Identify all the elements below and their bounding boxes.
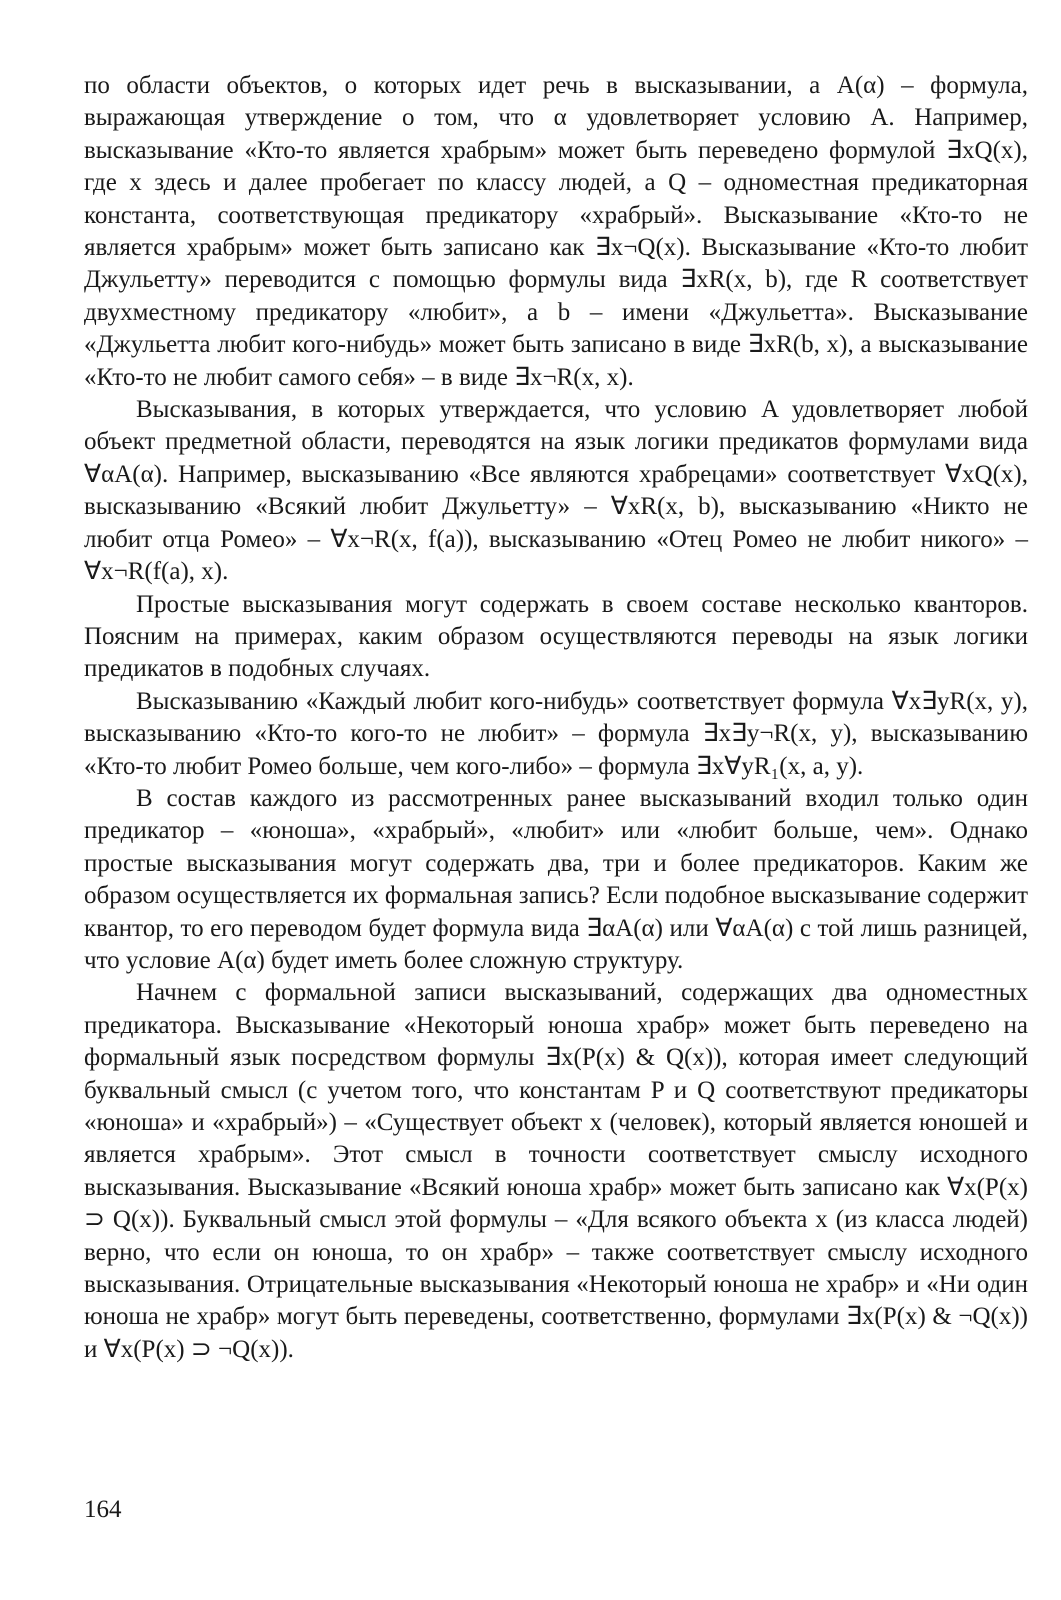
page-number: 164 [84,1496,122,1523]
paragraph-6: Начнем с формальной записи высказываний, содержащих два одноместных предикатора. Высказывание «Некоторый юноша храбр» может быть переведено на формальный язык посредством формулы ∃x(P(x) & Q(x)), которая имеет следующий буквальный смысл (с учетом того, что константам P и Q соответствуют предикаторы «юноша» и «храбрый») – «Существует объект x (человек), который является юношей и является храбрым». Этот смысл в точности соответствует смыслу исходного высказывания. Высказывание «Всякий юноша храбр» может быть записано как ∀x(P(x) ⊃ Q(x)). Буквальный смысл этой формулы – «Для всякого объекта x (из класса людей) верно, что если он юноша, то он храбр» – также соответствует смыслу исходного высказывания. Отрицательные высказывания «Некоторый юноша не храбр» и «Ни один юноша не храбр» могут быть переведены, соответственно, формулами ∃x(P(x) & ¬Q(x)) и ∀x(P(x) ⊃ ¬Q(x)). [84,979,1028,1363]
paragraph-3: Простые высказывания могут содержать в своем составе несколько кванторов. Поясним на примерах, каким образом осуществляются переводы на язык логики предикатов в подобных случаях. [84,590,1028,683]
page-body [84,70,1028,1366]
paragraph-5: В состав каждого из рассмотренных ранее высказываний входил только один предикатор – «юноша», «храбрый», «любит» или «любит больше, чем». Однако простые высказывания могут содержать два, три и более предикаторов. Каким же образом осуществляется их формальная запись? Если подобное высказывание содержит квантор, то его переводом будет формула вида ∃αA(α) или ∀αA(α) с той лишь разницей, что условие A(α) будет иметь более сложную структуру. [84,784,1028,974]
paragraph-4: Высказыванию «Каждый любит кого-нибудь» соответствует формула ∀x∃yR(x, y), высказыванию «Кто-то кого-то не любит» – формула ∃x∃y¬R(x, y), высказыванию «Кто-то любит Ромео больше, чем кого-либо» – формула ∃x∀yR₁(x, a, y). [84,687,1028,780]
paragraph-2: Высказывания, в которых утверждается, что условию A удовлетворяет любой объект предметной области, переводятся на язык логики предикатов формулами вида ∀αA(α). Например, высказыванию «Все являются храбрецами» соответствует ∀xQ(x), высказыванию «Всякий любит Джульетту» – ∀xR(x, b), высказыванию «Никто не любит отца Ромео» – ∀x¬R(x, f(a)), высказыванию «Отец Ромео не любит никого» – ∀x¬R(f(a), x). [84,396,1028,586]
paragraph-1: по области объектов, о которых идет речь в высказывании, а A(α) – формула, выражающая утверждение о том, что α удовлетворяет условию A. Например, высказывание «Кто-то является храбрым» может быть переведено формулой ∃xQ(x), где x здесь и далее пробегает по классу людей, а Q – одноместная предикаторная константа, соответствующая предикатору «храбрый». Высказывание «Кто-то не является храбрым» может быть записано как ∃x¬Q(x). Высказывание «Кто-то любит Джульетту» переводится с помощью формулы вида ∃xR(x, b), где R соответствует двухместному предикатору «любит», а b – имени «Джульетта». Высказывание «Джульетта любит кого-нибудь» может быть записано в виде ∃xR(b, x), а высказывание «Кто-то не любит самого себя» – в виде ∃x¬R(x, x). [84,72,1028,391]
